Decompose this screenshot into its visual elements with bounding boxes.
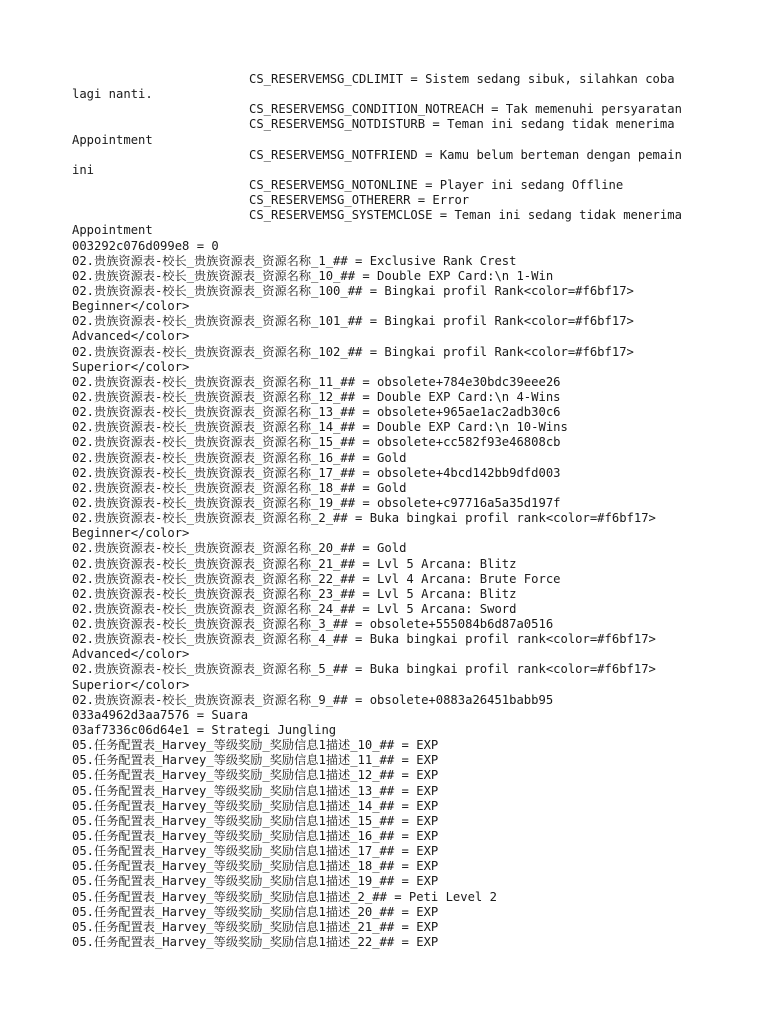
document-line: Appointment	[72, 223, 153, 238]
document-line: 02.贵族资源表-校长_贵族资源表_资源名称_11_## = obsolete+784e30bdc39eee26	[72, 374, 561, 389]
document-line: 02.贵族资源表-校长_贵族资源表_资源名称_19_## = obsolete+c97716a5a35d197f	[72, 495, 561, 510]
document-line: 05.任务配置表_Harvey_等级奖励_奖励信息1描述_17_## = EXP	[72, 844, 439, 859]
document-line: 05.任务配置表_Harvey_等级奖励_奖励信息1描述_21_## = EXP	[72, 919, 439, 934]
document-line: 02.贵族资源表-校长_贵族资源表_资源名称_22_## = Lvl 4 Arcana: Brute Force	[72, 571, 561, 586]
document-line: Superior</color>	[72, 677, 190, 692]
document-line: ini	[72, 162, 95, 177]
document-line: 05.任务配置表_Harvey_等级奖励_奖励信息1描述_11_## = EXP	[72, 753, 439, 768]
document-line: 05.任务配置表_Harvey_等级奖励_奖励信息1描述_15_## = EXP	[72, 813, 439, 828]
document-line: CS_RESERVEMSG_NOTFRIEND = Kamu belum berteman dengan pemain	[249, 147, 682, 162]
document-line: CS_RESERVEMSG_NOTDISTURB = Teman ini sedang tidak menerima	[249, 117, 675, 132]
document-text-body	[72, 72, 752, 950]
document-line: 02.贵族资源表-校长_贵族资源表_资源名称_102_## = Bingkai profil Rank<color=#f6bf17>	[72, 344, 634, 359]
document-line: CS_RESERVEMSG_CDLIMIT = Sistem sedang sibuk, silahkan coba	[249, 72, 675, 86]
document-line: lagi nanti.	[72, 87, 153, 102]
document-line: 02.贵族资源表-校长_贵族资源表_资源名称_17_## = obsolete+4bcd142bb9dfd003	[72, 465, 561, 480]
document-line: 003292c076d099e8 = 0	[72, 238, 219, 253]
document-line: 05.任务配置表_Harvey_等级奖励_奖励信息1描述_19_## = EXP	[72, 874, 439, 889]
document-line: 05.任务配置表_Harvey_等级奖励_奖励信息1描述_20_## = EXP	[72, 904, 439, 919]
document-line: 02.贵族资源表-校长_贵族资源表_资源名称_16_## = Gold	[72, 450, 407, 465]
document-line: 02.贵族资源表-校长_贵族资源表_资源名称_9_## = obsolete+0883a26451babb95	[72, 692, 554, 707]
document-line: CS_RESERVEMSG_NOTONLINE = Player ini sedang Offline	[249, 177, 624, 192]
document-line: 02.贵族资源表-校长_贵族资源表_资源名称_5_## = Buka bingkai profil rank<color=#f6bf17>	[72, 662, 656, 677]
document-line: 05.任务配置表_Harvey_等级奖励_奖励信息1描述_12_## = EXP	[72, 768, 439, 783]
document-line: 02.贵族资源表-校长_贵族资源表_资源名称_3_## = obsolete+555084b6d87a0516	[72, 617, 554, 632]
document-line: Beginner</color>	[72, 299, 190, 314]
document-line: 02.贵族资源表-校长_贵族资源表_资源名称_101_## = Bingkai profil Rank<color=#f6bf17>	[72, 314, 634, 329]
document-line: Advanced</color>	[72, 647, 190, 662]
document-line: 02.贵族资源表-校长_贵族资源表_资源名称_1_## = Exclusive Rank Crest	[72, 253, 517, 268]
document-line: CS_RESERVEMSG_CONDITION_NOTREACH = Tak memenuhi persyaratan	[249, 102, 682, 117]
document-line: 05.任务配置表_Harvey_等级奖励_奖励信息1描述_10_## = EXP	[72, 738, 439, 753]
document-line: 05.任务配置表_Harvey_等级奖励_奖励信息1描述_2_## = Peti Level 2	[72, 889, 497, 904]
document-line: Appointment	[72, 132, 153, 147]
document-line: 02.贵族资源表-校长_贵族资源表_资源名称_24_## = Lvl 5 Arcana: Sword	[72, 601, 517, 616]
document-line: 05.任务配置表_Harvey_等级奖励_奖励信息1描述_13_## = EXP	[72, 783, 439, 798]
document-line: 02.贵族资源表-校长_贵族资源表_资源名称_10_## = Double EXP Card:\n 1-Win	[72, 268, 554, 283]
document-line: 05.任务配置表_Harvey_等级奖励_奖励信息1描述_16_## = EXP	[72, 829, 439, 844]
document-line: 02.贵族资源表-校长_贵族资源表_资源名称_21_## = Lvl 5 Arcana: Blitz	[72, 556, 517, 571]
document-line: 05.任务配置表_Harvey_等级奖励_奖励信息1描述_22_## = EXP	[72, 935, 439, 950]
document-line: 02.贵族资源表-校长_贵族资源表_资源名称_13_## = obsolete+965ae1ac2adb30c6	[72, 405, 561, 420]
document-line: 02.贵族资源表-校长_贵族资源表_资源名称_15_## = obsolete+cc582f93e46808cb	[72, 435, 561, 450]
document-line: 05.任务配置表_Harvey_等级奖励_奖励信息1描述_18_## = EXP	[72, 859, 439, 874]
document-line: 05.任务配置表_Harvey_等级奖励_奖励信息1描述_14_## = EXP	[72, 798, 439, 813]
document-line: 02.贵族资源表-校长_贵族资源表_资源名称_2_## = Buka bingkai profil rank<color=#f6bf17>	[72, 511, 656, 526]
document-line: 02.贵族资源表-校长_贵族资源表_资源名称_20_## = Gold	[72, 541, 407, 556]
document-line: 033a4962d3aa7576 = Suara	[72, 707, 249, 722]
document-line: 02.贵族资源表-校长_贵族资源表_资源名称_14_## = Double EXP Card:\n 10-Wins	[72, 420, 568, 435]
document-line: Beginner</color>	[72, 526, 190, 541]
document-line: Superior</color>	[72, 359, 190, 374]
document-line: CS_RESERVEMSG_SYSTEMCLOSE = Teman ini sedang tidak menerima	[249, 208, 682, 223]
document-line: 02.贵族资源表-校长_贵族资源表_资源名称_12_## = Double EXP Card:\n 4-Wins	[72, 389, 561, 404]
document-line: 02.贵族资源表-校长_贵族资源表_资源名称_4_## = Buka bingkai profil rank<color=#f6bf17>	[72, 632, 656, 647]
document-line: CS_RESERVEMSG_OTHERERR = Error	[249, 193, 470, 208]
document-line: 02.贵族资源表-校长_贵族资源表_资源名称_18_## = Gold	[72, 480, 407, 495]
document-line: 02.贵族资源表-校长_贵族资源表_资源名称_23_## = Lvl 5 Arcana: Blitz	[72, 586, 517, 601]
document-line: 03af7336c06d64e1 = Strategi Jungling	[72, 723, 337, 738]
document-line: 02.贵族资源表-校长_贵族资源表_资源名称_100_## = Bingkai profil Rank<color=#f6bf17>	[72, 283, 634, 298]
document-line: Advanced</color>	[72, 329, 190, 344]
